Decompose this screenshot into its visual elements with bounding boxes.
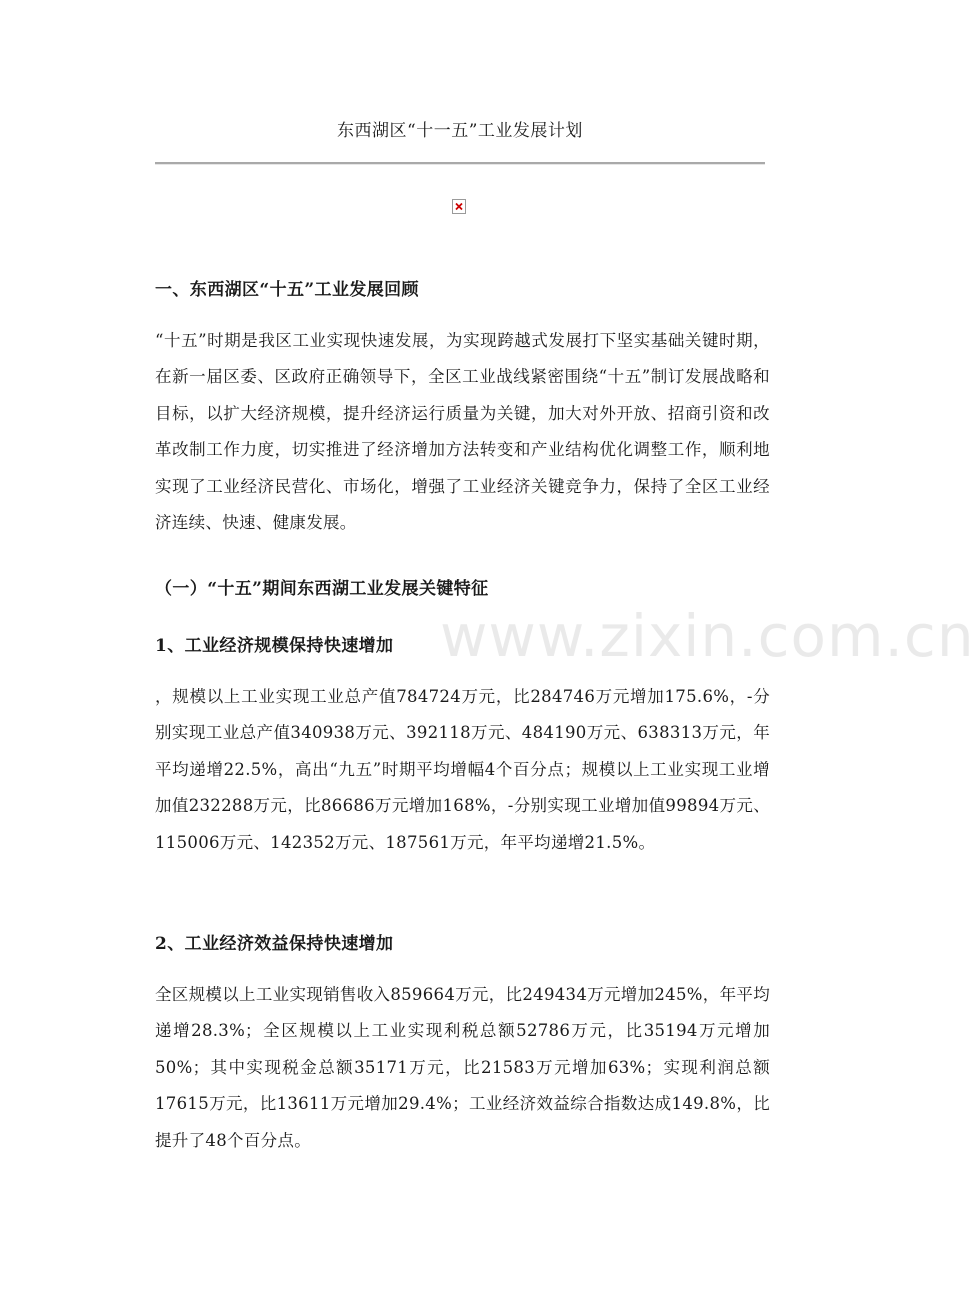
paragraph-scale-growth: ，规模以上工业实现工业总产值784724万元，比284746万元增加175.6%，-分别实现工业总产值340938万元、392118万元、484190万元、638313万元，年平均递增22.5%，高出“九五”时期平均增幅4个百分点；规模以上工业实现工业增加值232288万元，比86686万元增加168%，-分别实现工业增加值99894万元、115006万元、142352万元、187561万元，年平均递增21.5%。 bbox=[155, 687, 770, 852]
item-heading-efficiency: 2、工业经济效益保持快速增加 bbox=[155, 934, 394, 954]
broken-image-icon bbox=[452, 199, 466, 214]
subsection-heading-features: （一）“十五”期间东西湖工业发展关键特征 bbox=[155, 579, 489, 599]
paragraph-review-summary: “十五”时期是我区工业实现快速发展，为实现跨越式发展打下坚实基础关键时期，在新一届区委、区政府正确领导下，全区工业战线紧密围绕“十五”制订发展战略和目标，以扩大经济规模，提升经济运行质量为关键，加大对外开放、招商引资和改革改制工作力度，切实推进了经济增加方法转变和产业结构优化调整工作，顺利地实现了工业经济民营化、市场化，增强了工业经济关键竞争力，保持了全区工业经济连续、快速、健康发展。 bbox=[155, 331, 770, 533]
section-heading-review: 一、东西湖区“十五”工业发展回顾 bbox=[155, 280, 419, 300]
item-heading-scale: 1、工业经济规模保持快速增加 bbox=[155, 636, 394, 656]
document-title: 东西湖区“十一五”工业发展计划 bbox=[337, 121, 583, 141]
title-divider bbox=[155, 162, 765, 165]
watermark: www.zixin.com.cn bbox=[440, 602, 975, 670]
paragraph-efficiency-growth: 全区规模以上工业实现销售收入859664万元，比249434万元增加245%，年平均递增28.3%；全区规模以上工业实现利税总额52786万元，比35194万元增加50%；其中实现税金总额35171万元，比21583万元增加63%；实现利润总额17615万元，比13611万元增加29.4%；工业经济效益综合指数达成149.8%，比提升了48个百分点。 bbox=[155, 985, 770, 1150]
